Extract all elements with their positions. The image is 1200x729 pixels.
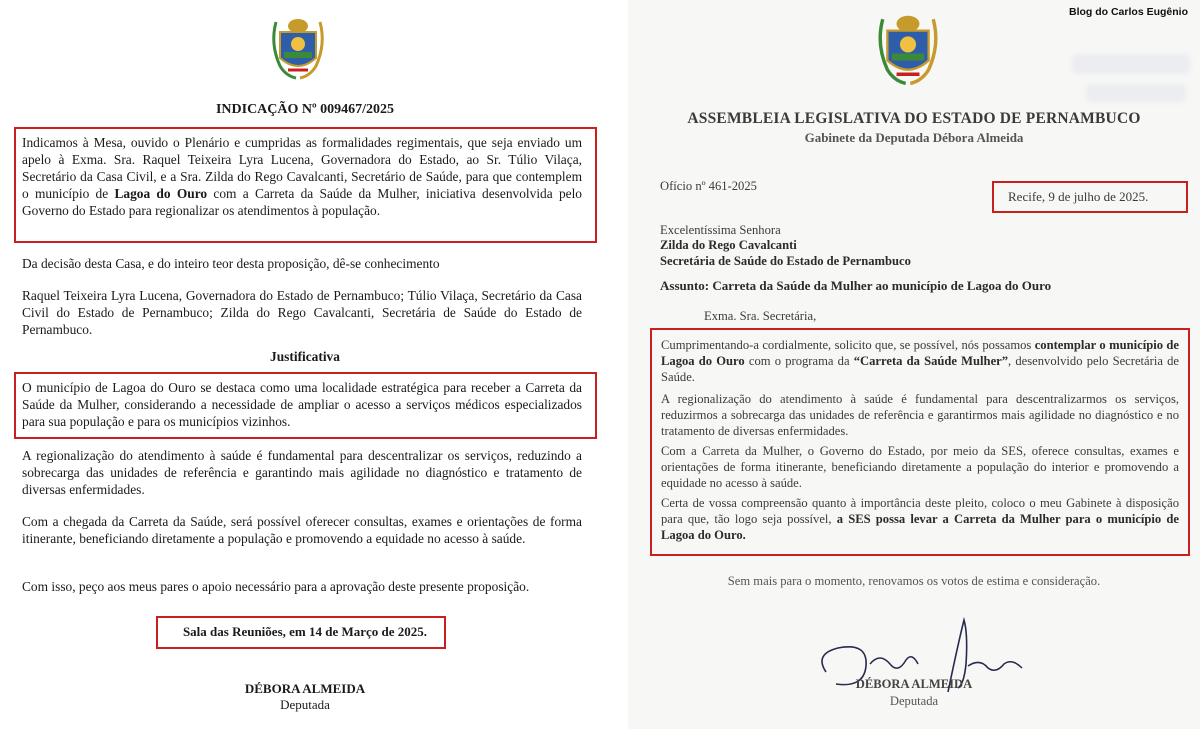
oficio-closing: Sem mais para o momento, renovamos os votos de estima e consideração.	[727, 574, 1101, 588]
watermark-label: Blog do Carlos Eugênio	[1068, 6, 1188, 18]
oficio-paragraph-2: A regionalização do atendimento à saúde é fundamental para descentralizarmos os serviços, reduzirmos a sobrecarga das unidades de referência e garantirmos mais agilidade no diagnóstico e no tratamento de diversas enfermidades.	[661, 392, 1179, 438]
oficio-assunto: Assunto: Carreta da Saúde da Mulher ao município de Lagoa do Ouro	[660, 278, 1052, 293]
oficio-number: Ofício nº 461-2025	[660, 179, 757, 193]
oficio-salutation-line: Excelentíssima Senhora	[660, 223, 781, 237]
right-crest-icon	[870, 10, 946, 88]
oficio-recipient-role: Secretária de Saúde do Estado de Pernambuco	[660, 254, 911, 268]
indicacao-decisao: Da decisão desta Casa, e do inteiro teor desta proposição, dê-se conhecimento	[22, 256, 440, 271]
oficio-date: Recife, 9 de julho de 2025.	[1008, 189, 1149, 204]
indicacao-destinatarios: Raquel Teixeira Lyra Lucena, Governadora do Estado de Pernambuco; Túlio Vilaça, Secretário da Casa Civil do Estado de Pernambuco; Zilda do Rego Cavalcanti, Secretária de Saúde do Estado de Pernambuco.	[22, 288, 582, 337]
blurred-area	[1086, 84, 1186, 102]
blurred-area	[1072, 54, 1190, 74]
oficio-greeting: Exma. Sra. Secretária,	[704, 309, 817, 323]
right-signer-role: Deputada	[889, 694, 939, 708]
oficio-paragraph-4: Certa de vossa compreensão quanto à importância deste pleito, coloco o meu Gabinete à disposição para que, tão logo seja possível, a SES possa levar a Carreta da Mulher para o município de Lagoa do Ouro.	[661, 496, 1179, 542]
left-signer-role: Deputada	[280, 697, 330, 712]
justificativa-paragraph-2: A regionalização do atendimento à saúde é fundamental para descentralizar os serviços, reduzindo a sobrecarga das unidades de referência e garantindo mais agilidade no diagnóstico e tratamento de diversas enfermidades.	[22, 448, 582, 497]
oficio-recipient-name: Zilda do Rego Cavalcanti	[660, 238, 797, 252]
oficio-paragraph-3: Com a Carreta da Mulher, o Governo do Estado, por meio da SES, oferece consultas, exames e orientações de forma itinerante, beneficiando diretamente a população do interior e promovendo a equidade no acesso à saúde.	[661, 444, 1179, 490]
oficio-header-title: ASSEMBLEIA LEGISLATIVA DO ESTADO DE PERNAMBUCO	[687, 110, 1141, 127]
indicacao-title: INDICAÇÃO Nº 009467/2025	[215, 102, 395, 117]
justificativa-paragraph-4: Com isso, peço aos meus pares o apoio necessário para a aprovação deste presente proposição.	[22, 579, 530, 594]
justificativa-title: Justificativa	[270, 349, 340, 364]
oficio-document	[628, 0, 1200, 729]
right-signer-name: DÉBORA ALMEIDA	[855, 677, 973, 691]
sala-reunioes-line: Sala das Reuniões, em 14 de Março de 2025.	[182, 624, 428, 639]
oficio-header-subtitle: Gabinete da Deputada Débora Almeida	[804, 130, 1024, 145]
justificativa-paragraph-1: O município de Lagoa do Ouro se destaca como uma localidade estratégica para receber a Carreta da Saúde da Mulher, considerando a necessidade de ampliar o acesso a serviços médicos especializados para sua população e para os municípios vizinhos.	[22, 380, 582, 429]
indicacao-intro: Indicamos à Mesa, ouvido o Plenário e cumpridas as formalidades regimentais, que seja enviado um apelo à Exma. Sra. Raquel Teixeira Lyra Lucena, Governadora do Estado, ao Sr. Túlio Vilaça, Secretário da Casa Civil, e a Sra. Zilda do Rego Cavalcanti, Secretário de Saúde, para que contemplem o município de Lagoa do Ouro com a Carreta da Saúde da Mulher, iniciativa desenvolvida pelo Governo do Estado para regionalizar os atendimentos à população.	[22, 135, 583, 218]
left-crest-icon	[266, 14, 330, 82]
justificativa-paragraph-3: Com a chegada da Carreta da Saúde, será possível oferecer consultas, exames e orientações de forma itinerante, beneficiando diretamente a população e promovendo a equidade no acesso à saúde.	[22, 514, 582, 546]
left-signer-name: DÉBORA ALMEIDA	[244, 681, 366, 696]
oficio-paragraph-1: Cumprimentando-a cordialmente, solicito que, se possível, nós possamos contemplar o município de Lagoa do Ouro com o programa da “Carreta da Saúde Mulher”, desenvolvido pelo Secretária de Saúde.	[661, 338, 1179, 384]
